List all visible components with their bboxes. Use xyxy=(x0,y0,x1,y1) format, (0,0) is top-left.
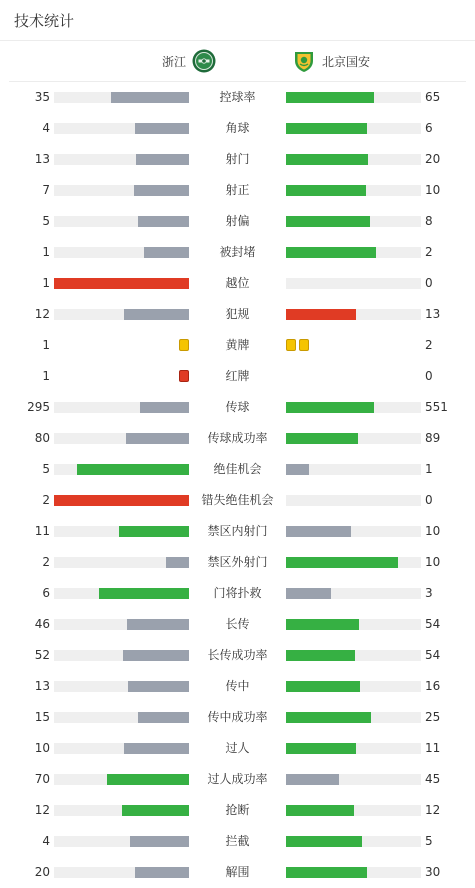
away-bar-fill xyxy=(286,185,366,196)
away-team[interactable] xyxy=(292,41,370,81)
yellow-card-icon xyxy=(179,339,189,351)
away-bar-track xyxy=(286,123,421,134)
away-stat-value: 1 xyxy=(425,462,433,476)
away-bar-fill xyxy=(286,216,370,227)
page-title: 技术统计 xyxy=(14,11,75,30)
home-bar-fill xyxy=(111,92,189,103)
stat-label: 黄牌 xyxy=(225,338,250,352)
home-bar-fill xyxy=(144,247,189,258)
home-bar-track xyxy=(54,185,189,196)
home-bar-fill xyxy=(124,309,189,320)
home-stat-value: 12 xyxy=(34,803,50,817)
stat-label: 红牌 xyxy=(225,369,250,383)
away-bar-fill xyxy=(286,433,358,444)
home-bar-track xyxy=(54,619,189,630)
home-bar-track xyxy=(54,774,189,785)
away-bar-fill xyxy=(286,92,374,103)
home-bar-track xyxy=(54,588,189,599)
stat-label: 长传 xyxy=(225,617,250,631)
away-stat-value: 30 xyxy=(425,865,441,879)
away-bar-track xyxy=(286,154,421,165)
home-stat-value: 46 xyxy=(34,617,50,631)
away-stat-value: 65 xyxy=(425,90,441,104)
stat-row xyxy=(0,237,475,268)
away-bar-track xyxy=(286,867,421,878)
home-bar-fill xyxy=(54,495,189,506)
away-bar-fill xyxy=(286,836,362,847)
away-bar-track xyxy=(286,805,421,816)
stat-label: 控球率 xyxy=(219,90,256,104)
stat-row xyxy=(0,330,475,361)
away-stat-value: 0 xyxy=(425,369,433,383)
home-stat-value: 13 xyxy=(34,679,50,693)
away-stat-value: 10 xyxy=(425,555,441,569)
stat-label: 传球 xyxy=(225,400,250,414)
stat-label: 禁区外射门 xyxy=(207,555,268,569)
stat-label: 角球 xyxy=(225,121,250,135)
away-bar-fill xyxy=(286,557,398,568)
away-bar-fill xyxy=(286,619,359,630)
home-bar-track xyxy=(54,712,189,723)
stat-label: 绝佳机会 xyxy=(213,462,262,476)
home-bar-track xyxy=(54,805,189,816)
home-bar-fill xyxy=(134,185,189,196)
home-bar-fill xyxy=(138,712,189,723)
away-stat-value: 16 xyxy=(425,679,441,693)
home-stat-value: 5 xyxy=(42,214,50,228)
home-bar-fill xyxy=(107,774,189,785)
home-stat-value: 4 xyxy=(42,121,50,135)
home-stat-value: 20 xyxy=(34,865,50,879)
home-stat-value: 52 xyxy=(34,648,50,662)
yellow-card-icon xyxy=(299,339,309,351)
home-bar-track xyxy=(54,92,189,103)
away-bar-track xyxy=(286,464,421,475)
stat-label: 抢断 xyxy=(225,803,250,817)
home-bar-fill xyxy=(77,464,189,475)
stat-label: 射门 xyxy=(225,152,250,166)
stat-row xyxy=(0,454,475,485)
away-bar-fill xyxy=(286,743,356,754)
away-bar-track xyxy=(286,216,421,227)
stat-label: 解围 xyxy=(225,865,250,879)
stat-row xyxy=(0,206,475,237)
stat-row xyxy=(0,578,475,609)
stats-header xyxy=(0,0,475,41)
home-cards xyxy=(179,370,189,384)
stat-label: 禁区内射门 xyxy=(207,524,268,538)
away-bar-fill xyxy=(286,588,331,599)
home-stat-value: 35 xyxy=(34,90,50,104)
stat-row xyxy=(0,144,475,175)
home-team-name: 浙江 xyxy=(161,54,186,69)
away-bar-track xyxy=(286,588,421,599)
stat-label: 传球成功率 xyxy=(207,431,268,445)
away-team-name: 北京国安 xyxy=(322,54,371,69)
away-stat-value: 25 xyxy=(425,710,441,724)
stat-row xyxy=(0,547,475,578)
away-bar-track xyxy=(286,433,421,444)
home-cards xyxy=(179,339,189,353)
stat-label: 射正 xyxy=(225,183,250,197)
away-stat-value: 8 xyxy=(425,214,433,228)
home-bar-track xyxy=(54,123,189,134)
away-stat-value: 0 xyxy=(425,493,433,507)
stat-row xyxy=(0,82,475,113)
away-bar-track xyxy=(286,278,421,289)
away-bar-track xyxy=(286,495,421,506)
home-bar-fill xyxy=(135,123,189,134)
away-stat-value: 54 xyxy=(425,648,441,662)
away-bar-track xyxy=(286,743,421,754)
home-bar-fill xyxy=(128,681,189,692)
away-bar-track xyxy=(286,185,421,196)
stat-row xyxy=(0,733,475,764)
away-cards xyxy=(286,339,309,353)
away-bar-fill xyxy=(286,402,374,413)
home-bar-track xyxy=(54,526,189,537)
stat-row xyxy=(0,423,475,454)
stat-label: 拦截 xyxy=(225,834,250,848)
away-bar-fill xyxy=(286,247,376,258)
teams-row xyxy=(9,41,466,82)
away-bar-fill xyxy=(286,805,354,816)
home-bar-track xyxy=(54,743,189,754)
home-bar-track xyxy=(54,836,189,847)
away-bar-fill xyxy=(286,712,371,723)
away-bar-track xyxy=(286,712,421,723)
stat-label: 犯规 xyxy=(225,307,250,321)
stat-label: 传中成功率 xyxy=(207,710,268,724)
home-stat-value: 12 xyxy=(34,307,50,321)
stat-label: 门将扑救 xyxy=(213,586,262,600)
away-bar-fill xyxy=(286,681,360,692)
home-bar-fill xyxy=(140,402,189,413)
zhejiang-crest-icon xyxy=(192,49,216,73)
away-bar-track xyxy=(286,309,421,320)
home-stat-value: 7 xyxy=(42,183,50,197)
stat-label: 长传成功率 xyxy=(207,648,268,662)
home-bar-track xyxy=(54,247,189,258)
yellow-card-icon xyxy=(286,339,296,351)
home-stat-value: 13 xyxy=(34,152,50,166)
home-bar-track xyxy=(54,216,189,227)
home-stat-value: 1 xyxy=(42,338,50,352)
stat-label: 越位 xyxy=(225,276,250,290)
home-bar-track xyxy=(54,309,189,320)
stat-row xyxy=(0,640,475,671)
home-stat-value: 295 xyxy=(27,400,50,414)
away-bar-track xyxy=(286,402,421,413)
home-team[interactable] xyxy=(162,41,216,81)
home-stat-value: 6 xyxy=(42,586,50,600)
away-bar-track xyxy=(286,526,421,537)
home-stat-value: 15 xyxy=(34,710,50,724)
away-stat-value: 10 xyxy=(425,183,441,197)
home-bar-track xyxy=(54,464,189,475)
away-stat-value: 2 xyxy=(425,338,433,352)
away-stat-value: 551 xyxy=(425,400,448,414)
stat-row xyxy=(0,826,475,857)
home-stat-value: 80 xyxy=(34,431,50,445)
away-stat-value: 45 xyxy=(425,772,441,786)
home-bar-track xyxy=(54,557,189,568)
away-stat-value: 89 xyxy=(425,431,441,445)
stat-row xyxy=(0,857,475,888)
home-bar-fill xyxy=(54,278,189,289)
home-bar-track xyxy=(54,278,189,289)
home-bar-fill xyxy=(123,650,189,661)
away-stat-value: 0 xyxy=(425,276,433,290)
home-stat-value: 1 xyxy=(42,369,50,383)
stat-label: 射偏 xyxy=(225,214,250,228)
away-bar-track xyxy=(286,836,421,847)
home-bar-fill xyxy=(122,805,190,816)
stat-row xyxy=(0,392,475,423)
away-stat-value: 20 xyxy=(425,152,441,166)
away-bar-fill xyxy=(286,154,368,165)
away-bar-track xyxy=(286,557,421,568)
home-stat-value: 11 xyxy=(34,524,50,538)
stat-label: 过人 xyxy=(225,741,250,755)
stat-row xyxy=(0,299,475,330)
stat-label: 错失绝佳机会 xyxy=(201,493,274,507)
stats-list xyxy=(0,82,475,888)
away-stat-value: 10 xyxy=(425,524,441,538)
stat-row xyxy=(0,175,475,206)
away-stat-value: 54 xyxy=(425,617,441,631)
stat-label: 被封堵 xyxy=(219,245,256,259)
away-stat-value: 3 xyxy=(425,586,433,600)
away-bar-fill xyxy=(286,123,367,134)
home-bar-track xyxy=(54,681,189,692)
stat-row xyxy=(0,485,475,516)
stat-row xyxy=(0,361,475,392)
away-bar-fill xyxy=(286,650,355,661)
home-stat-value: 1 xyxy=(42,276,50,290)
home-stat-value: 2 xyxy=(42,555,50,569)
home-stat-value: 4 xyxy=(42,834,50,848)
stat-label: 传中 xyxy=(225,679,250,693)
home-bar-fill xyxy=(99,588,189,599)
home-bar-fill xyxy=(136,154,189,165)
home-bar-track xyxy=(54,495,189,506)
home-bar-track xyxy=(54,650,189,661)
home-stat-value: 1 xyxy=(42,245,50,259)
home-bar-fill xyxy=(126,433,189,444)
home-bar-fill xyxy=(166,557,189,568)
away-bar-fill xyxy=(286,867,367,878)
beijing-guoan-crest-icon xyxy=(292,49,316,73)
home-bar-track xyxy=(54,867,189,878)
home-stat-value: 10 xyxy=(34,741,50,755)
stat-row xyxy=(0,795,475,826)
away-bar-track xyxy=(286,774,421,785)
away-stat-value: 13 xyxy=(425,307,441,321)
stat-label: 过人成功率 xyxy=(207,772,268,786)
stat-row xyxy=(0,671,475,702)
stat-row xyxy=(0,516,475,547)
home-bar-fill xyxy=(124,743,189,754)
home-bar-track xyxy=(54,154,189,165)
stat-row xyxy=(0,609,475,640)
stat-row xyxy=(0,268,475,299)
away-bar-fill xyxy=(286,526,351,537)
away-bar-track xyxy=(286,92,421,103)
home-stat-value: 5 xyxy=(42,462,50,476)
away-stat-value: 2 xyxy=(425,245,433,259)
away-bar-track xyxy=(286,681,421,692)
away-bar-track xyxy=(286,619,421,630)
home-bar-fill xyxy=(130,836,189,847)
home-bar-fill xyxy=(138,216,189,227)
away-bar-fill xyxy=(286,309,356,320)
away-bar-fill xyxy=(286,464,309,475)
stat-row xyxy=(0,764,475,795)
away-stat-value: 11 xyxy=(425,741,441,755)
home-stat-value: 70 xyxy=(34,772,50,786)
home-bar-fill xyxy=(127,619,189,630)
away-bar-fill xyxy=(286,774,339,785)
home-bar-fill xyxy=(135,867,189,878)
away-bar-track xyxy=(286,650,421,661)
away-bar-track xyxy=(286,247,421,258)
home-bar-track xyxy=(54,402,189,413)
away-stat-value: 5 xyxy=(425,834,433,848)
away-stat-value: 6 xyxy=(425,121,433,135)
away-stat-value: 12 xyxy=(425,803,441,817)
home-bar-fill xyxy=(119,526,189,537)
stat-row xyxy=(0,113,475,144)
home-stat-value: 2 xyxy=(42,493,50,507)
home-bar-track xyxy=(54,433,189,444)
stat-row xyxy=(0,702,475,733)
red-card-icon xyxy=(179,370,189,382)
